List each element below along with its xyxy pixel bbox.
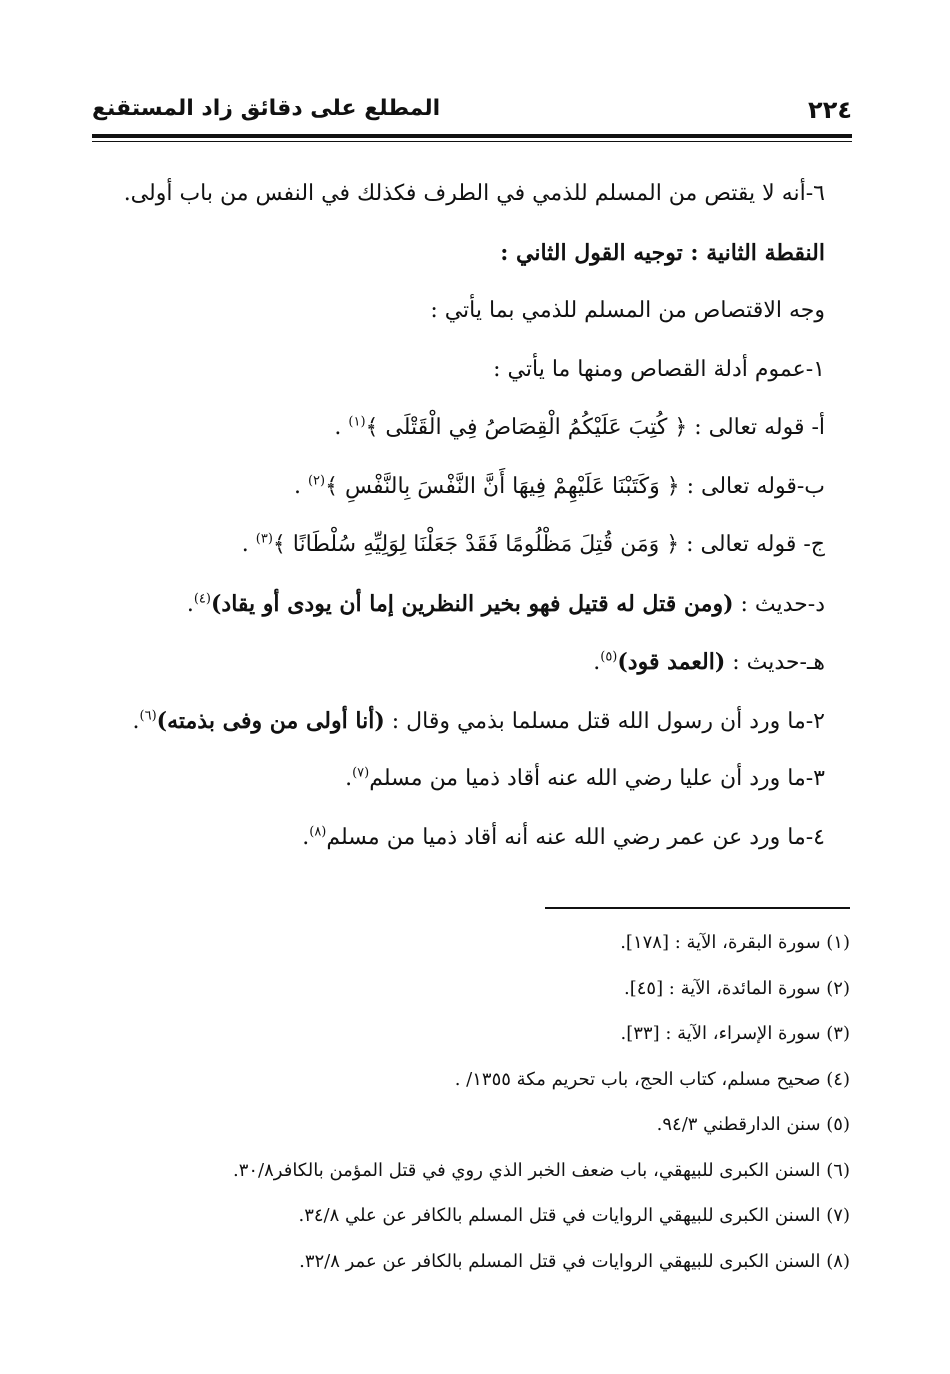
footnote-ref: (٣) xyxy=(255,531,273,547)
verse-text: ب-قوله تعالى : ﴿ وَكَتَبْنَا عَلَيْهِمْ فِيهَا أَنَّ النَّفْسَ بِالنَّفْسِ ﴾ xyxy=(325,473,825,499)
text-line: وجه الاقتصاص من المسلم للذمي بما يأتي : xyxy=(430,298,825,323)
line-end: . xyxy=(241,532,256,557)
text-line: ٦-أنه لا يقتص من المسلم للذمي في الطرف فكذلك في النفس من باب أولى. xyxy=(123,181,825,206)
narration-line xyxy=(95,692,825,751)
footnote: (٢) سورة المائدة، الآية : [٤٥]. xyxy=(623,977,850,999)
footnote-ref: (٧) xyxy=(352,765,370,781)
narration-quote: (أنا أولى من وفى بذمته) xyxy=(156,707,385,734)
hadith-quote: (العمد قود) xyxy=(617,649,726,675)
footnote-ref: (٦) xyxy=(139,708,157,724)
hadith-prefix: د-حديث : xyxy=(733,591,825,617)
hadith-prefix: هـ-حديث : xyxy=(725,650,825,675)
footnote: (٧) السنن الكبرى للبيهقي الروايات في قتل المسلم بالكافر عن علي ٣٤/٨. xyxy=(298,1205,850,1226)
footnote-ref: (٨) xyxy=(309,824,327,840)
hadith-quote: (ومن قتل له قتيل فهو بخير النظرين إما أن يودى أو يقاد) xyxy=(210,590,734,617)
page-header xyxy=(92,92,852,132)
line-end: . xyxy=(593,650,601,675)
footnote-ref: (١) xyxy=(348,414,366,430)
narration-text: ٣-ما ورد أن عليا رضي الله عنه أقاد ذميا من مسلم xyxy=(369,766,825,791)
quran-verse-line xyxy=(95,516,825,575)
quran-verse-line xyxy=(95,458,825,517)
line-end: . xyxy=(293,473,308,499)
text-line: ١-عموم أدلة القصاص ومنها ما يأتي : xyxy=(493,356,825,382)
hadith-line xyxy=(95,575,825,634)
footnote-ref: (٤) xyxy=(193,591,211,607)
line-end: . xyxy=(302,824,310,850)
section-heading: النقطة الثانية : توجيه القول الثاني : xyxy=(500,239,825,266)
page-number: ٢٢٤ xyxy=(808,96,852,124)
footnote: (٥) سنن الدارقطني ٩٤/٣. xyxy=(656,1114,850,1135)
footnote: (٤) صحيح مسلم، كتاب الحج، باب تحريم مكة ١٣٥٥/ . xyxy=(454,1068,850,1090)
footnotes xyxy=(95,920,850,1284)
verse-text: أ- قوله تعالى : ﴿ كُتِبَ عَلَيْكُمُ الْقِصَاصُ فِي الْقَتْلَى ﴾ xyxy=(365,415,825,440)
line-end: . xyxy=(132,708,140,734)
footnote-ref: (٥) xyxy=(600,649,618,665)
footnote-separator xyxy=(545,907,850,909)
quran-verse-line xyxy=(95,399,825,458)
header-rule-thin xyxy=(92,141,852,142)
narration-prefix: ٢-ما ورد أن رسول الله قتل مسلما بذمي وقال : xyxy=(384,708,825,734)
header-rule-thick xyxy=(92,134,852,138)
narration-line xyxy=(95,750,825,809)
narration-text: ٤-ما ورد عن عمر رضي الله عنه أنه أقاد ذميا من مسلم xyxy=(326,824,825,850)
main-text xyxy=(95,165,825,867)
line-end: . xyxy=(186,591,194,617)
footnote-ref: (٢) xyxy=(307,473,326,489)
verse-text: ج- قوله تعالى : ﴿ وَمَن قُتِلَ مَظْلُومًا فَقَدْ جَعَلْنَا لِوَلِيِّهِ سُلْطَانًا ﴾ xyxy=(272,532,825,557)
footnote: (٨) السنن الكبرى للبيهقي الروايات في قتل المسلم بالكافر عن عمر ٣٢/٨. xyxy=(299,1250,850,1272)
footnote: (١) سورة البقرة، الآية : [١٧٨]. xyxy=(620,932,850,953)
hadith-line xyxy=(95,633,825,692)
narration-line xyxy=(95,809,825,868)
footnote: (٣) سورة الإسراء، الآية : [٣٣]. xyxy=(620,1023,850,1044)
book-title: المطلع على دقائق زاد المستقنع xyxy=(92,96,441,121)
line-end: . xyxy=(334,415,349,440)
line-end: . xyxy=(345,766,353,791)
footnote: (٦) السنن الكبرى للبيهقي، باب ضعف الخبر الذي روي في قتل المؤمن بالكافر٣٠/٨. xyxy=(232,1159,850,1181)
